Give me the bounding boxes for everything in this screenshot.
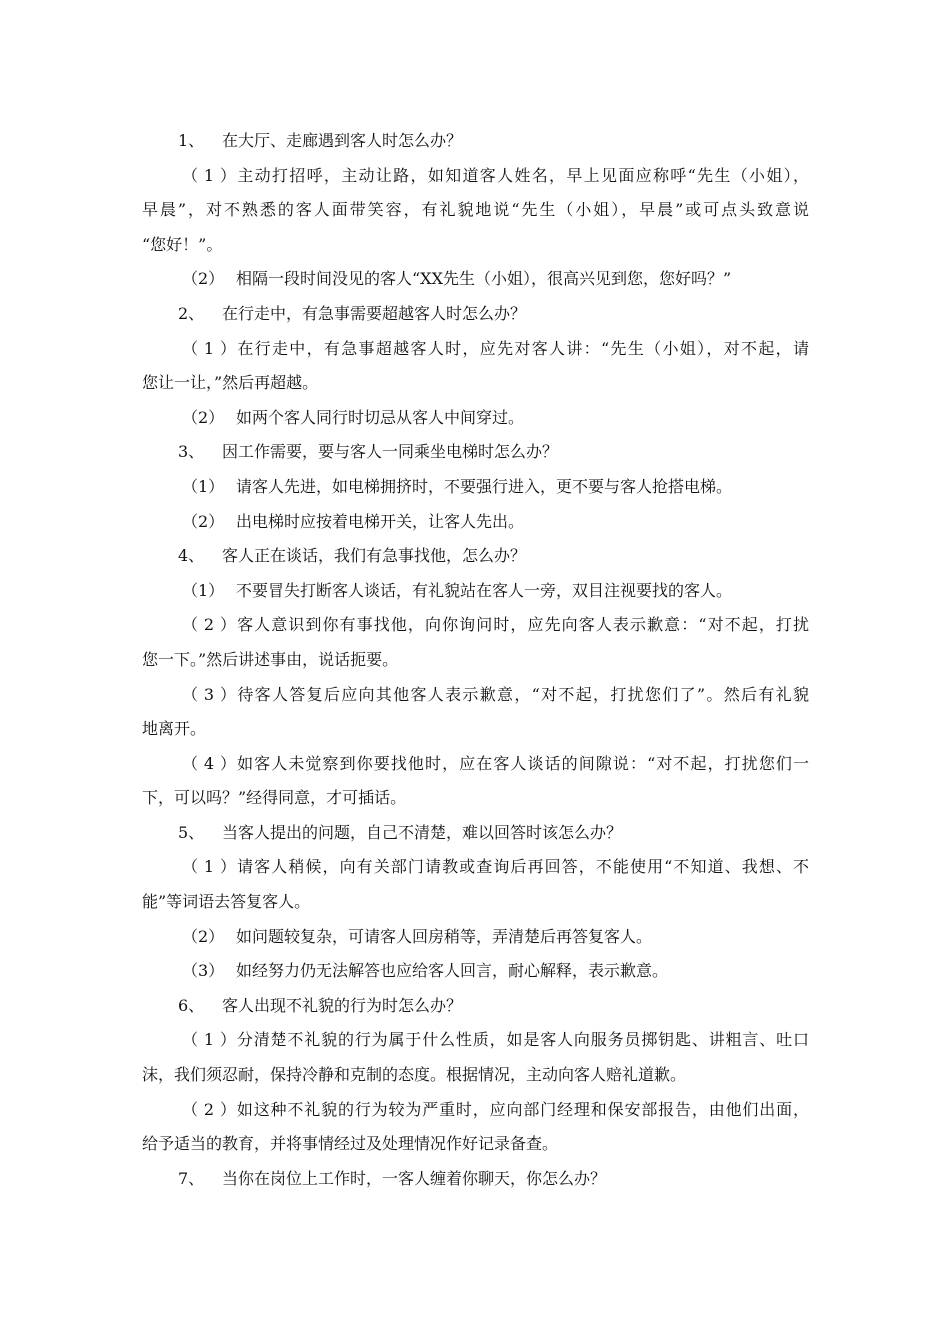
answer-text: 如两个客人同行时切忌从客人中间穿过。 [236,407,525,427]
answer-text: 请客人先进，如电梯拥挤时，不要强行进入，更不要与客人抢搭电梯。 [236,476,733,496]
answer-number: （4） [182,753,236,773]
answer-number: （3） [182,961,225,981]
question-heading [142,124,809,159]
answer-text: 主动打招呼，主动让路，如知道客人姓名，早上见面应称呼“先生（小姐）， [236,165,809,185]
question-heading [142,1162,809,1197]
answer-continuation: 能”等词语去答复客人。 [142,892,311,912]
question-title: 客人正在谈话，我们有急事找他，怎么办？ [222,546,527,566]
answer-continuation: 给予适当的教育，并将事情经过及处理情况作好记录备查。 [142,1134,559,1154]
answer-number: （2） [182,1099,236,1119]
answer-line [142,678,809,713]
answer-line [142,954,809,989]
answer-number: （2） [182,615,236,635]
answer-number: （2） [182,407,225,427]
answer-text: 待客人答复后应向其他客人表示歉意，“对不起，打扰您们了”。然后有礼貌 [236,684,809,704]
question-number: 1、 [178,131,205,150]
answer-text: 如这种不礼貌的行为较为严重时，应向部门经理和保安部报告，由他们出面， [236,1099,809,1119]
answer-line [142,1023,809,1058]
answer-text: 如客人未觉察到你要找他时，应在客人谈话的间隙说：“对不起，打扰您们一 [236,753,809,773]
answer-text: 客人意识到你有事找他，向你询问时，应先向客人表示歉意：“对不起，打扰 [236,615,809,635]
answer-number: （2） [182,511,225,531]
answer-number: （1） [182,476,225,496]
answer-number: （1） [182,580,225,600]
answer-continuation: 早晨”，对不熟悉的客人面带笑容，有礼貌地说“先生（小姐），早晨”或可点头致意说 [142,200,809,220]
answer-number: （1） [182,857,236,877]
document-body [142,124,809,1196]
question-heading [142,435,809,470]
question-number: 6、 [178,995,205,1015]
answer-line [142,608,809,643]
answer-number: （3） [182,684,236,704]
answer-text: 如经努力仍无法解答也应给客人回言，耐心解释，表示歉意。 [236,961,669,981]
answer-text: 在行走中，有急事超越客人时，应先对客人讲：“先生（小姐），对不起，请 [236,338,809,358]
question-heading [142,816,809,851]
answer-text: 不要冒失打断客人谈话，有礼貌站在客人一旁，双目注视要找的客人。 [236,580,733,600]
answer-line [142,401,809,436]
question-heading [142,539,809,574]
answer-continuation: 您让一让，”然后再超越。 [142,373,319,393]
answer-line [142,159,809,194]
answer-line [142,1093,809,1128]
answer-number: （1） [182,165,236,185]
question-number: 7、 [178,1168,205,1188]
question-number: 5、 [178,822,205,842]
answer-text: 请客人稍候，向有关部门请教或查询后再回答，不能使用“不知道、我想、不 [236,857,809,877]
answer-text: 出电梯时应按着电梯开关，让客人先出。 [236,511,525,531]
answer-line [142,332,809,367]
answer-continuation: 下，可以吗？”经得同意，才可插话。 [142,788,407,808]
question-heading [142,297,809,332]
answer-line [142,747,809,782]
question-title: 在行走中，有急事需要超越客人时怎么办？ [222,303,527,323]
answer-text: 相隔一段时间没见的客人“XX先生（小姐），很高兴见到您，您好吗？” [236,269,732,289]
answer-continuation: 地离开。 [142,719,207,739]
question-title: 在大厅、走廊遇到客人时怎么办？ [222,131,463,150]
answer-text: 如问题较复杂，可请客人回房稍等，弄清楚后再答复客人。 [236,926,653,946]
answer-number: （2） [182,926,225,946]
answer-line [142,505,809,540]
question-number: 2、 [178,303,205,323]
question-title: 客人出现不礼貌的行为时怎么办？ [222,995,463,1015]
question-number: 4、 [178,546,205,566]
question-number: 3、 [178,442,205,462]
answer-line [142,850,809,885]
answer-line [142,470,809,505]
answer-continuation: 沫，我们须忍耐，保持冷静和克制的态度。根据情况，主动向客人赔礼道歉。 [142,1065,687,1085]
answer-line [142,920,809,955]
answer-number: （2） [182,269,225,289]
question-title: 当客人提出的问题，自己不清楚，难以回答时该怎么办？ [222,822,623,842]
question-title: 当你在岗位上工作时，一客人缠着你聊天，你怎么办？ [222,1168,607,1188]
answer-text: 分清楚不礼貌的行为属于什么性质，如是客人向服务员掷钥匙、讲粗言、吐口 [236,1030,809,1050]
question-title: 因工作需要，要与客人一同乘坐电梯时怎么办？ [222,442,559,462]
answer-number: （1） [182,338,236,358]
answer-continuation: “您好！”。 [142,234,223,254]
answer-line [142,262,809,297]
question-heading [142,989,809,1024]
answer-line [142,574,809,609]
answer-continuation: 您一下。”然后讲述事由，说话扼要。 [142,649,399,669]
answer-number: （1） [182,1030,236,1050]
